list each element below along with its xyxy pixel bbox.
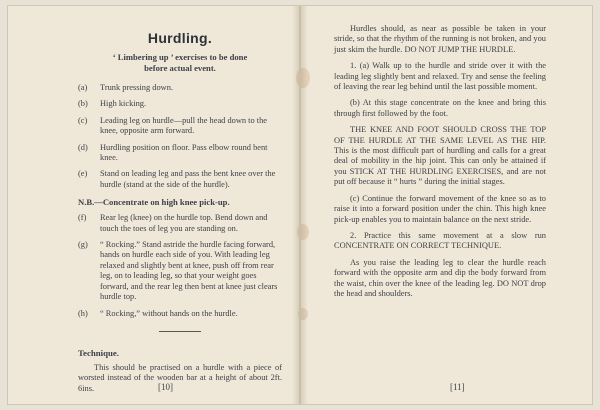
exercise-item <box>78 213 282 234</box>
subtitle-line: before actual event. <box>144 63 216 73</box>
paragraph: (c) Continue the forward movement of the knee so as to raise it into a forward position under the chin. This high knee pick-up enables you to maintain balance on the next stride. <box>334 193 546 224</box>
left-page <box>8 6 300 404</box>
item-label: (b) <box>78 99 88 109</box>
exercise-item <box>78 309 282 319</box>
exercise-item <box>78 83 282 93</box>
paragraph: As you raise the leading leg to clear the hurdle reach forward with the opposite arm and dip the body forward from the waist, chin over the knee of the leading leg. DO NOT drop the head and shoulders. <box>334 257 546 298</box>
technique-text: This should be practised on a hurdle with a piece of worsted instead of the wooden bar at a height of about 2ft. 6ins. <box>78 362 282 393</box>
paragraph: 1. (a) Walk up to the hurdle and stride over it with the leading leg slightly bent and relaxed. Try and sense the feeling of leaving the rear leg behind until the last possible moment. <box>334 61 546 92</box>
exercise-item <box>78 169 282 190</box>
page-number: [10] <box>158 382 173 392</box>
exercise-item <box>78 143 282 164</box>
separator-rule <box>159 331 201 332</box>
subtitle <box>78 52 282 74</box>
nb-heading: N.B.—Concentrate on high knee pick-up. <box>78 197 230 208</box>
item-label: (d) <box>78 142 88 152</box>
item-text: High kicking. <box>100 99 147 109</box>
item-text: Leading leg on hurdle—pull the head down to the knee, opposite arm forward. <box>100 115 267 136</box>
paragraph: Hurdles should, as near as possible be taken in your stride, so that the rhythm of the running is not broken, and you just skim the hurdle. DO NOT JUMP THE HURDLE. <box>334 24 546 54</box>
page-title: Hurdling. <box>147 30 213 46</box>
book-spread <box>8 6 592 404</box>
subtitle-line: ‘ Limbering up ’ exercises to be done <box>112 52 248 62</box>
item-text: Hurdling position on floor. Pass elbow round bent knee. <box>100 142 268 163</box>
item-label: (c) <box>78 115 88 125</box>
item-label: (f) <box>78 213 87 223</box>
item-text: Stand on leading leg and pass the bent knee over the hurdle (stand at the side of the hurdle). <box>100 169 276 189</box>
right-page <box>300 6 592 404</box>
exercise-item <box>78 116 282 137</box>
item-label: (a) <box>78 83 88 92</box>
technique-heading: Technique. <box>78 347 119 358</box>
item-text: Trunk pressing down. <box>100 83 173 92</box>
exercise-item <box>78 99 282 109</box>
paragraph: (b) At this stage concentrate on the knee and bring this through first followed by the foot. <box>334 98 546 118</box>
page-number: [11] <box>450 382 465 392</box>
item-text: “ Rocking,” without hands on the hurdle. <box>100 308 238 318</box>
paragraph: 2. Practice this same movement at a slow run CONCENTRATE ON CORRECT TECHNIQUE. <box>334 230 546 251</box>
exercise-item <box>78 240 282 302</box>
paragraph: THE KNEE AND FOOT SHOULD CROSS THE TOP OF THE HURDLE AT THE SAME LEVEL AS THE HIP. This is the most difficult part of hurdling and calls for a great deal of mobility in the hip joint. This can only be attained if you STICK AT THE HURDLING EXERCISES, and are not put off because it “ hurts ” during the initial stages. <box>334 125 546 187</box>
item-label: (g) <box>78 240 88 250</box>
item-label: (h) <box>78 308 88 318</box>
item-text: “ Rocking.” Stand astride the hurdle facing forward, hands on hurdle each side of you. With leading leg relaxed and slightly bent at knee, push off from rear leg, on to leading leg, so that your weight goes forward, and the rear leg then bent at knee just clears hurdle top. <box>100 240 278 302</box>
item-text: Rear leg (knee) on the hurdle top. Bend down and touch the toes of leg you are standing on. <box>100 213 268 233</box>
item-label: (e) <box>78 169 88 179</box>
